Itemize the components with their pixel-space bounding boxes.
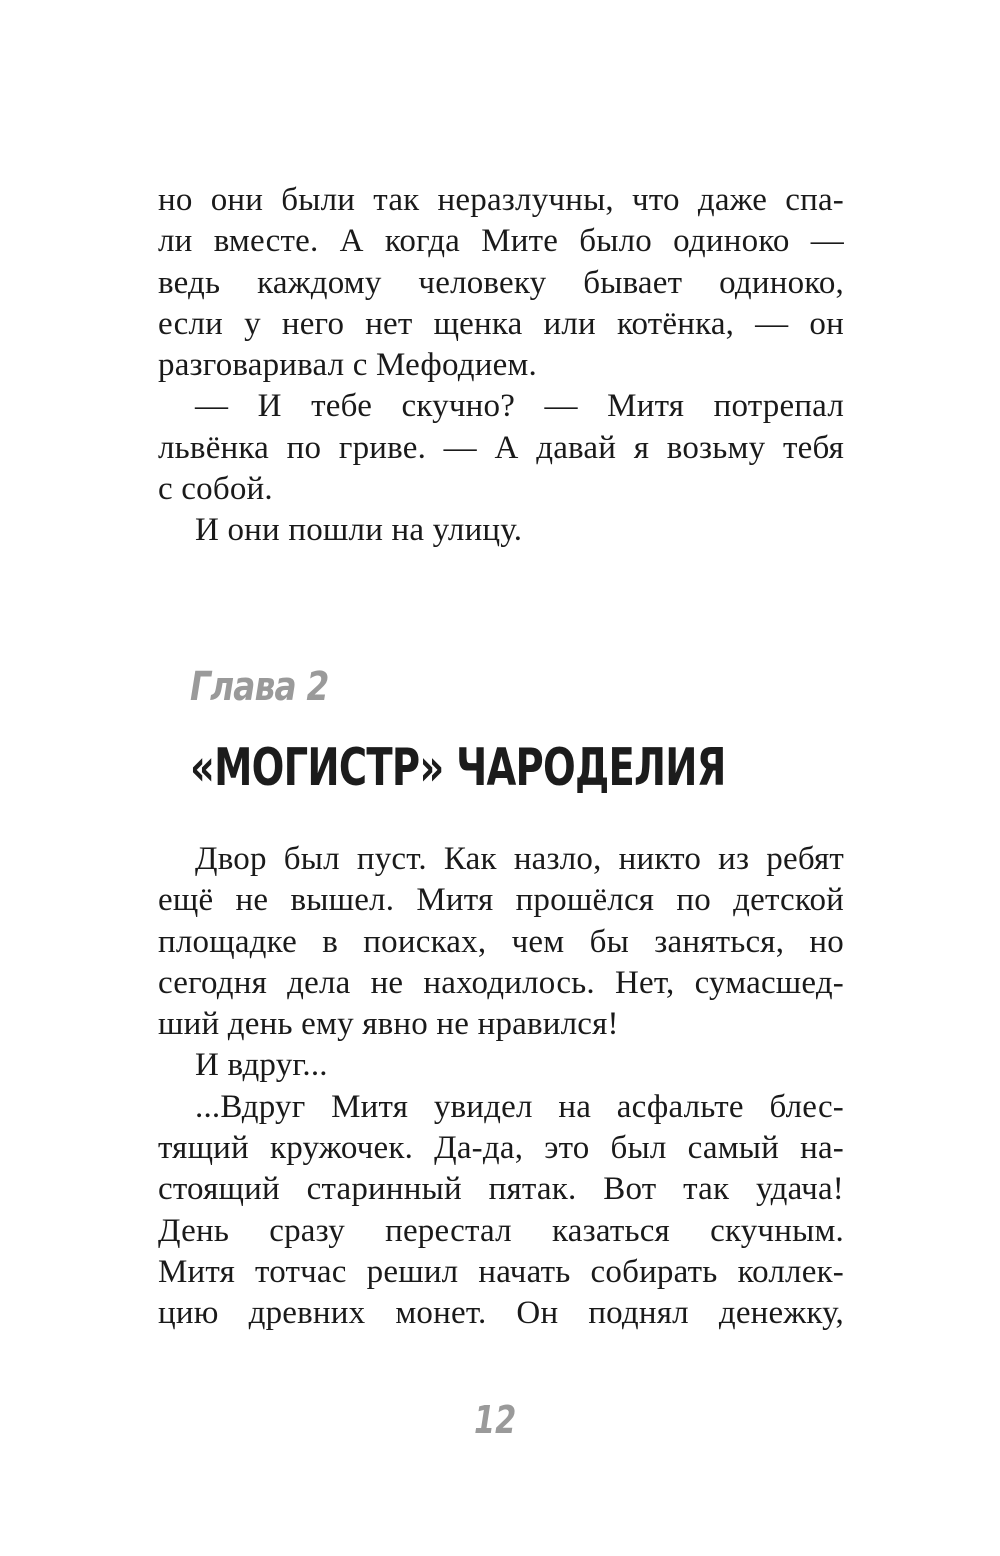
text-line: разговаривал с Мефодием. [158, 347, 537, 384]
text-line: тящий кружочек. Да-да, это был самый на- [158, 1130, 844, 1167]
text-block-bottom [158, 839, 844, 1335]
text-line: стоящий старинный пятак. Вот так удача! [158, 1171, 844, 1208]
text-line: сегодня дела не находилось. Нет, сумасшед- [158, 964, 844, 1001]
text-line: если у него нет щенка или котёнка, — он [158, 305, 844, 342]
text-line: с собой. [158, 471, 273, 508]
text-block-top [158, 180, 844, 552]
text-line: цию древних монет. Он поднял денежку, [158, 1295, 844, 1332]
text-line: площадке в поисках, чем бы заняться, но [158, 923, 844, 960]
text-line: но они были так неразлучны, что даже спа- [158, 182, 844, 218]
text-line: львёнка по гриве. — А давай я возьму тебя [158, 429, 844, 466]
text-line: ...Вдруг Митя увидел на асфальте блес- [195, 1088, 844, 1125]
text-line: — И тебе скучно? — Митя потрепал [195, 388, 844, 425]
text-line: ведь каждому человеку бывает одиноко, [158, 264, 844, 301]
text-line: И вдруг... [195, 1047, 328, 1084]
page-number: 12 [474, 1398, 517, 1442]
text-line: И они пошли на улицу. [195, 512, 523, 549]
text-line: Двор был пуст. Как назло, никто из ребят [195, 841, 844, 877]
text-line: ещё не вышел. Митя прошёлся по детской [158, 882, 844, 919]
text-line: День сразу перестал казаться скучным. [158, 1212, 844, 1249]
text-line: ший день ему явно не нравился! [158, 1006, 619, 1043]
chapter-title: «МОГИСТР» ЧАРОДЕЛИЯ [190, 738, 726, 798]
text-line: ли вместе. А когда Мите было одиноко — [158, 223, 844, 260]
chapter-label: Глава 2 [190, 664, 329, 710]
text-line: Митя тотчас решил начать собирать коллек- [158, 1253, 844, 1290]
